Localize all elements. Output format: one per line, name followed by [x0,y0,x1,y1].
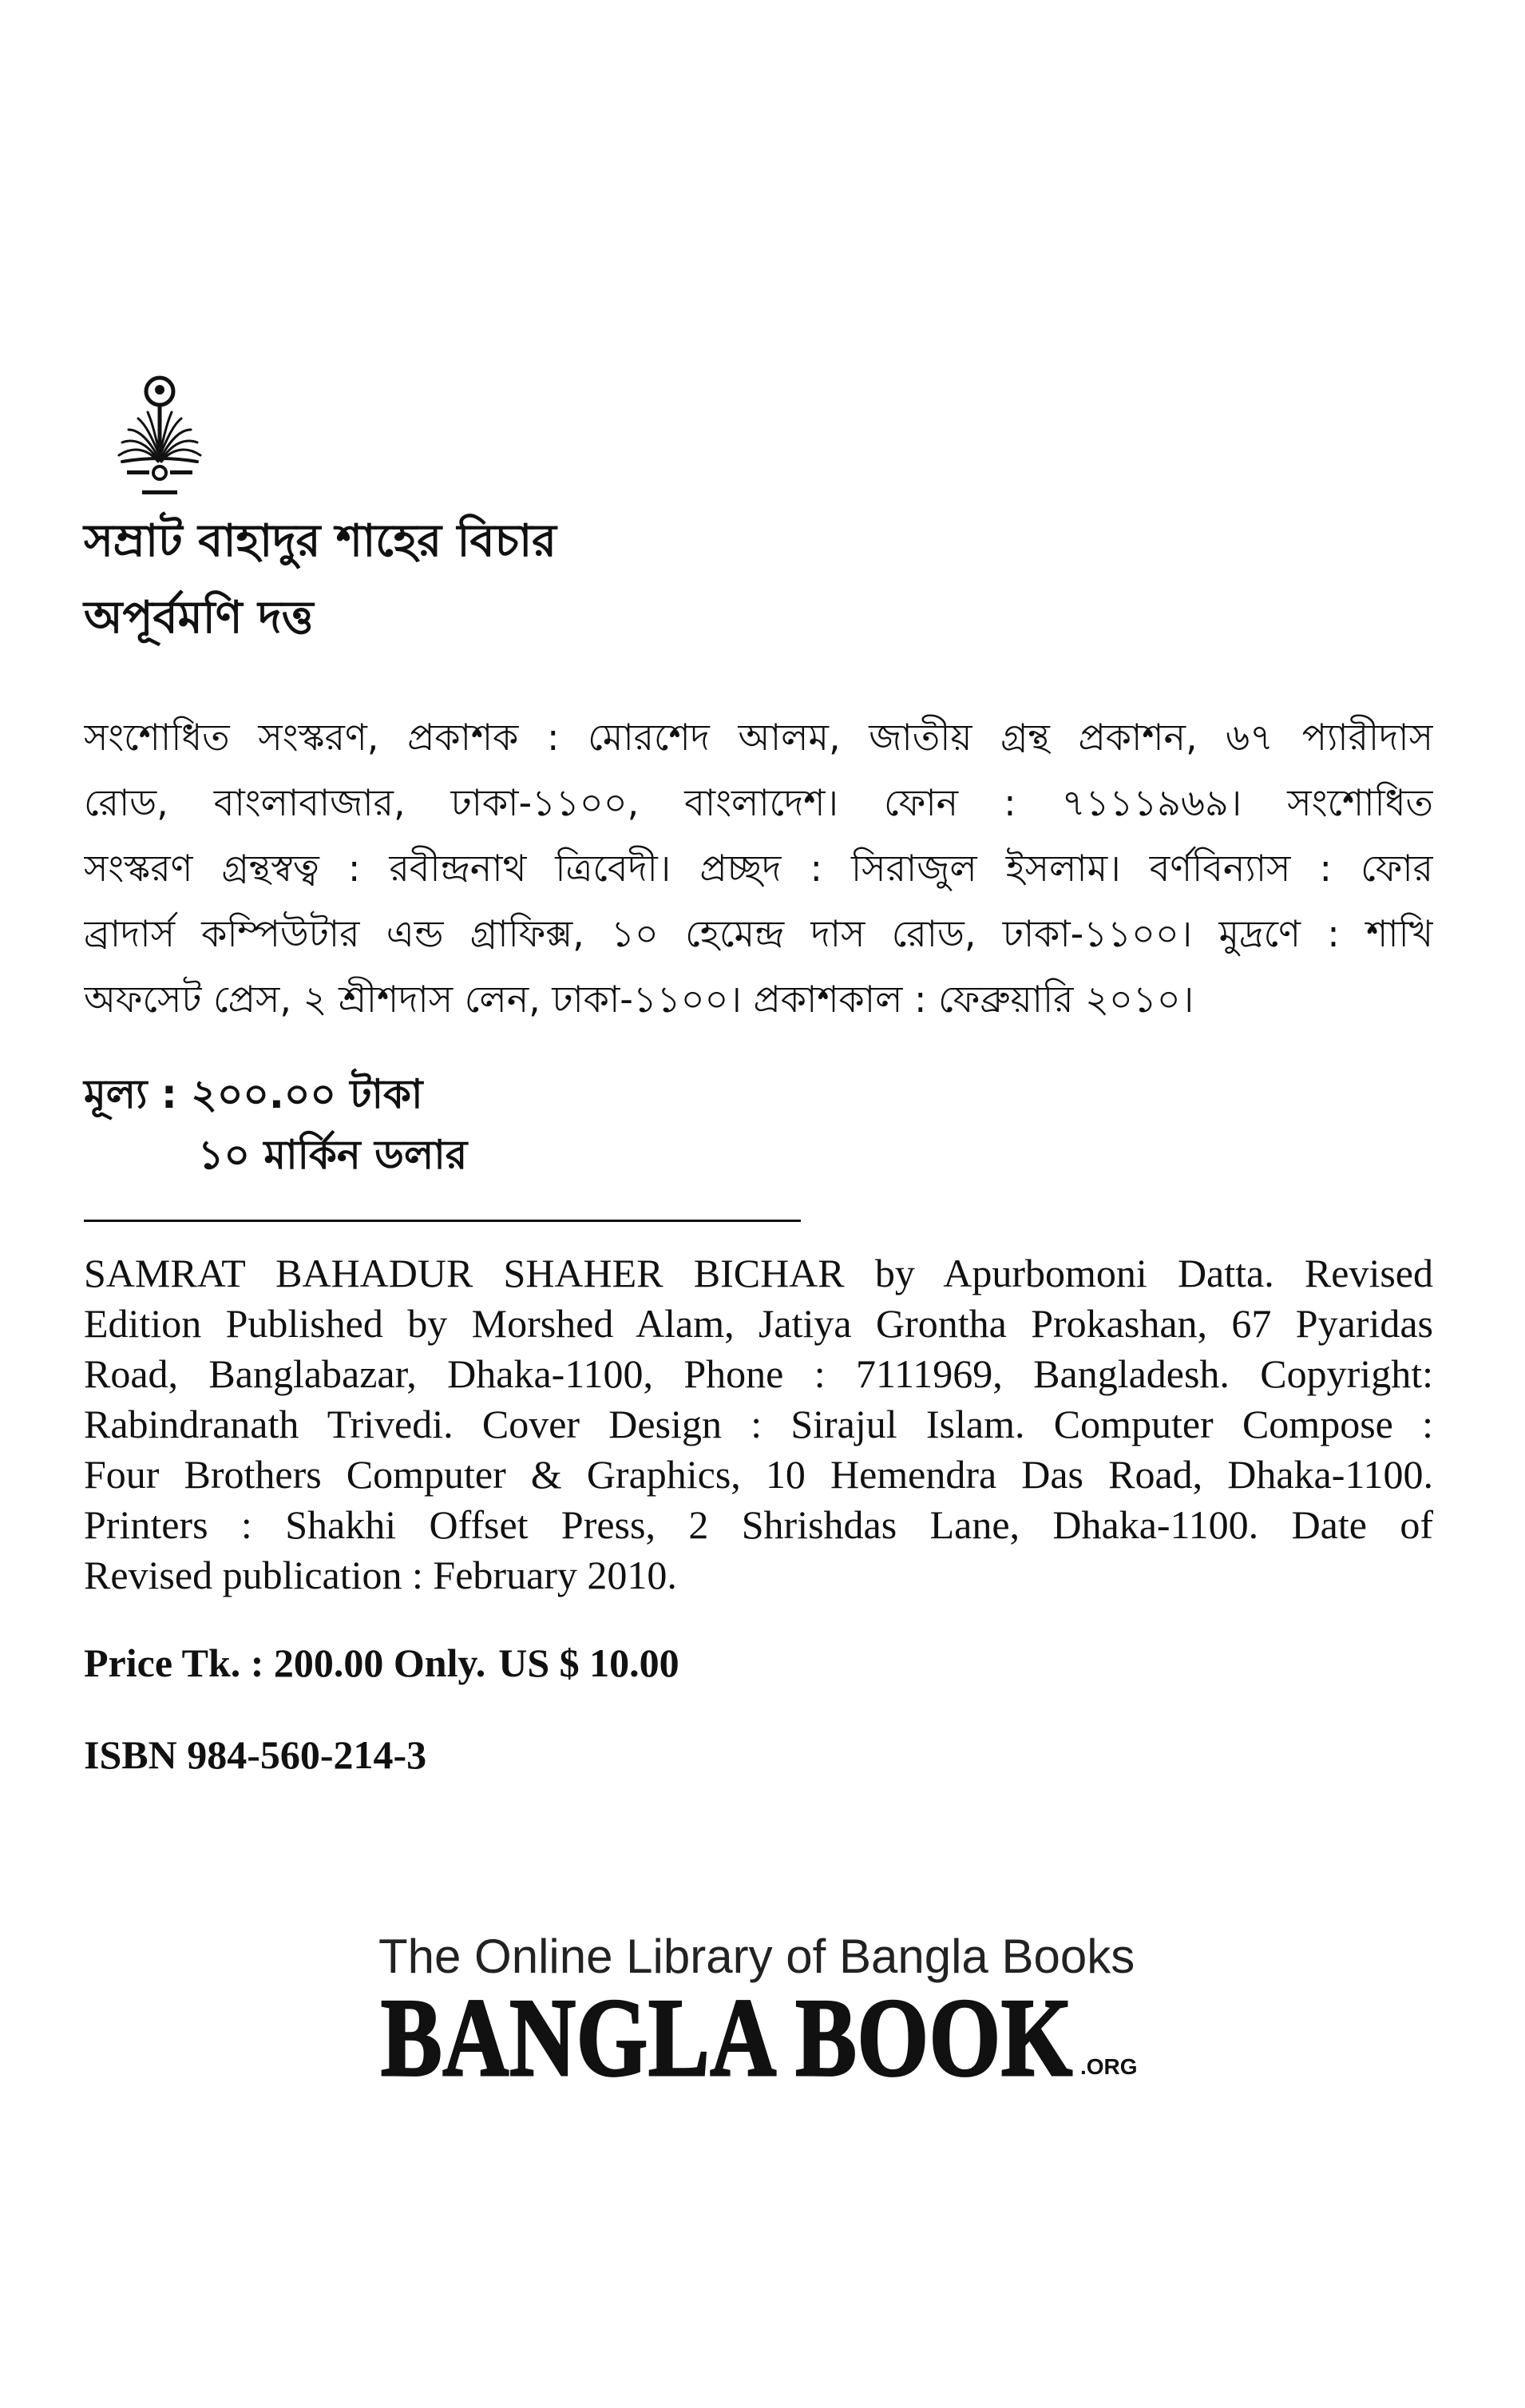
logo-lamp-dot [155,385,164,395]
imprint-line-bengali: ব্রাদার্স কম্পিউটার এন্ড গ্রাফিক্স, ১০ হেমেন্দ্র দাস রোড, ঢাকা-১১০০। মুদ্রণে : শাখি [84,912,1433,955]
imprint-line-english: Rabindranath Trivedi. Cover Design : Sirajul Islam. Computer Compose : [84,1402,1433,1446]
price-usd-bengali: ১০ মার্কিন ডলার [198,1132,468,1178]
imprint-line-english: Printers : Shakhi Offset Press, 2 Shrishdas Lane, Dhaka-1100. Date of [84,1502,1433,1547]
price-usd: US $ 10.00 [498,1640,679,1685]
imprint-paragraph-english [84,1248,1433,1601]
logo-base-ring [153,466,166,479]
price-english [84,1637,679,1688]
imprint-line-english: Revised publication : February 2010. [84,1553,677,1597]
watermark-domain-suffix: .ORG [1080,2054,1138,2079]
price-bdt: Price Tk. : 200.00 Only. [84,1640,486,1685]
imprint-line-bengali: সংস্করণ গ্রন্থস্বত্ব : রবীন্দ্রনাথ ত্রিবেদী। প্রচ্ছদ : সিরাজুল ইসলাম। বর্ণবিন্যাস : ফোর [84,847,1433,890]
imprint-line-english: Four Brothers Computer & Graphics, 10 Hemendra Das Road, Dhaka-1100. [84,1452,1433,1497]
imprint-line-bengali: রোড, বাংলাবাজার, ঢাকা-১১০০, বাংলাদেশ। ফোন : ৭১১১৯৬৯। সংশোধিত [84,781,1433,824]
imprint-paragraph-bengali [84,704,1433,1032]
imprint-line-bengali: সংশোধিত সংস্করণ, প্রকাশক : মোরশেদ আলম, জাতীয় গ্রন্থ প্রকাশন, ৬৭ প্যারীদাস [84,716,1433,759]
publisher-logo-icon [116,372,204,508]
imprint-line-english: SAMRAT BAHADUR SHAHER BICHAR by Apurbomoni Datta. Revised [84,1251,1433,1295]
imprint-line-english: Edition Published by Morshed Alam, Jatiya Grontha Prokashan, 67 Pyaridas [84,1301,1433,1346]
watermark-brand: BANGLA BOOK [381,1976,1073,2100]
price-bengali: মূল্য : ২০০.০০ টাকা [84,1071,423,1117]
section-divider [84,1220,801,1222]
book-title-bengali: সম্রাট বাহাদুর শাহের বিচার [84,515,557,567]
logo-caption-marks [127,470,192,494]
imprint-line-bengali: অফসেট প্রেস, ২ শ্রীশদাস লেন, ঢাকা-১১০০। প্রকাশকাল : ফেব্রুয়ারি ২০১০। [84,978,1194,1021]
watermark-tagline: The Online Library of Bangla Books [378,1930,1135,1983]
author-name-bengali: অপূর্বমণি দত্ত [84,592,314,644]
imprint-line-english: Road, Banglabazar, Dhaka-1100, Phone : 7111969, Bangladesh. Copyright: [84,1351,1433,1396]
isbn: ISBN 984-560-214-3 [84,1732,427,1777]
